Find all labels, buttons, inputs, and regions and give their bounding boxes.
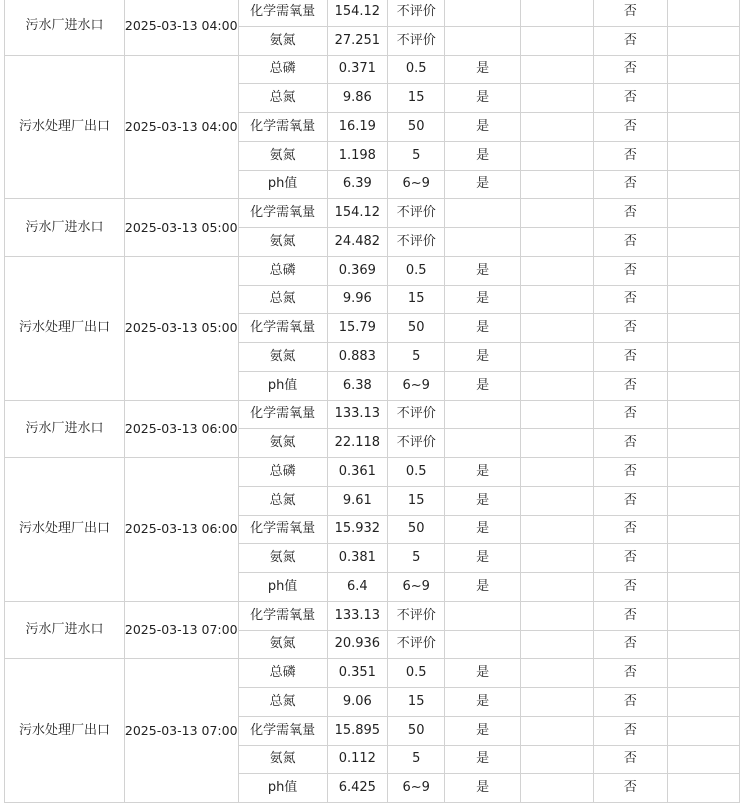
exceeded-cell: 否 <box>594 774 668 803</box>
standard-cell: 5 <box>388 544 445 573</box>
item-cell: 氨氮 <box>238 26 327 55</box>
standard-cell: 不评价 <box>388 0 445 26</box>
exceeded-cell: 否 <box>594 170 668 199</box>
empty-cell <box>667 256 739 285</box>
standard-cell: 不评价 <box>388 400 445 429</box>
item-cell: 氨氮 <box>238 343 327 372</box>
site-cell: 污水厂进水口 <box>5 601 125 659</box>
empty-cell <box>667 745 739 774</box>
item-cell: 总氮 <box>238 688 327 717</box>
empty-cell <box>667 285 739 314</box>
monitoring-data-table <box>4 0 740 803</box>
standard-cell: 不评价 <box>388 228 445 257</box>
empty-cell <box>667 371 739 400</box>
exceeded-cell: 否 <box>594 26 668 55</box>
empty-cell <box>667 84 739 113</box>
item-cell: 氨氮 <box>238 745 327 774</box>
compliant-cell: 是 <box>445 688 521 717</box>
empty-cell <box>520 170 593 199</box>
exceeded-cell: 否 <box>594 688 668 717</box>
compliant-cell <box>445 26 521 55</box>
empty-cell <box>667 170 739 199</box>
item-cell: 化学需氧量 <box>238 0 327 26</box>
value-cell: 1.198 <box>327 141 387 170</box>
empty-cell <box>667 26 739 55</box>
time-cell: 2025-03-13 07:00 <box>124 659 238 803</box>
site-cell: 污水厂进水口 <box>5 0 125 55</box>
empty-cell <box>520 371 593 400</box>
site-cell: 污水厂进水口 <box>5 199 125 257</box>
standard-cell: 5 <box>388 343 445 372</box>
empty-cell <box>520 688 593 717</box>
empty-cell <box>667 55 739 84</box>
value-cell: 0.381 <box>327 544 387 573</box>
standard-cell: 15 <box>388 84 445 113</box>
empty-cell <box>520 544 593 573</box>
value-cell: 6.4 <box>327 573 387 602</box>
standard-cell: 0.5 <box>388 458 445 487</box>
empty-cell <box>667 228 739 257</box>
value-cell: 0.883 <box>327 343 387 372</box>
standard-cell: 6~9 <box>388 170 445 199</box>
exceeded-cell: 否 <box>594 429 668 458</box>
item-cell: ph值 <box>238 371 327 400</box>
value-cell: 154.12 <box>327 199 387 228</box>
value-cell: 15.932 <box>327 515 387 544</box>
compliant-cell: 是 <box>445 314 521 343</box>
standard-cell: 5 <box>388 141 445 170</box>
standard-cell: 不评价 <box>388 199 445 228</box>
item-cell: 化学需氧量 <box>238 515 327 544</box>
exceeded-cell: 否 <box>594 314 668 343</box>
standard-cell: 15 <box>388 688 445 717</box>
value-cell: 22.118 <box>327 429 387 458</box>
value-cell: 0.369 <box>327 256 387 285</box>
compliant-cell: 是 <box>445 458 521 487</box>
empty-cell <box>520 458 593 487</box>
empty-cell <box>520 745 593 774</box>
table-row <box>5 256 740 285</box>
item-cell: ph值 <box>238 774 327 803</box>
compliant-cell: 是 <box>445 371 521 400</box>
exceeded-cell: 否 <box>594 343 668 372</box>
exceeded-cell: 否 <box>594 84 668 113</box>
compliant-cell: 是 <box>445 285 521 314</box>
exceeded-cell: 否 <box>594 573 668 602</box>
standard-cell: 15 <box>388 486 445 515</box>
item-cell: 总磷 <box>238 659 327 688</box>
empty-cell <box>667 486 739 515</box>
value-cell: 9.06 <box>327 688 387 717</box>
item-cell: 总磷 <box>238 256 327 285</box>
value-cell: 27.251 <box>327 26 387 55</box>
value-cell: 6.39 <box>327 170 387 199</box>
compliant-cell <box>445 199 521 228</box>
empty-cell <box>667 0 739 26</box>
exceeded-cell: 否 <box>594 630 668 659</box>
value-cell: 0.371 <box>327 55 387 84</box>
value-cell: 15.79 <box>327 314 387 343</box>
standard-cell: 0.5 <box>388 659 445 688</box>
time-cell: 2025-03-13 05:00 <box>124 199 238 257</box>
exceeded-cell: 否 <box>594 199 668 228</box>
standard-cell: 6~9 <box>388 573 445 602</box>
site-cell: 污水处理厂出口 <box>5 256 125 400</box>
value-cell: 9.96 <box>327 285 387 314</box>
empty-cell <box>520 573 593 602</box>
empty-cell <box>520 285 593 314</box>
compliant-cell <box>445 429 521 458</box>
exceeded-cell: 否 <box>594 400 668 429</box>
standard-cell: 50 <box>388 113 445 142</box>
value-cell: 9.61 <box>327 486 387 515</box>
exceeded-cell: 否 <box>594 458 668 487</box>
compliant-cell <box>445 601 521 630</box>
empty-cell <box>667 141 739 170</box>
compliant-cell: 是 <box>445 716 521 745</box>
value-cell: 9.86 <box>327 84 387 113</box>
item-cell: 化学需氧量 <box>238 113 327 142</box>
empty-cell <box>667 314 739 343</box>
standard-cell: 15 <box>388 285 445 314</box>
table-row <box>5 659 740 688</box>
time-cell: 2025-03-13 06:00 <box>124 400 238 458</box>
empty-cell <box>667 630 739 659</box>
compliant-cell: 是 <box>445 141 521 170</box>
empty-cell <box>520 601 593 630</box>
item-cell: 化学需氧量 <box>238 199 327 228</box>
standard-cell: 0.5 <box>388 55 445 84</box>
item-cell: 化学需氧量 <box>238 601 327 630</box>
value-cell: 6.38 <box>327 371 387 400</box>
empty-cell <box>520 400 593 429</box>
item-cell: 化学需氧量 <box>238 314 327 343</box>
value-cell: 0.112 <box>327 745 387 774</box>
compliant-cell <box>445 400 521 429</box>
compliant-cell <box>445 630 521 659</box>
site-cell: 污水处理厂出口 <box>5 458 125 602</box>
empty-cell <box>520 659 593 688</box>
table-row <box>5 0 740 26</box>
empty-cell <box>667 515 739 544</box>
empty-cell <box>667 113 739 142</box>
empty-cell <box>667 400 739 429</box>
item-cell: 化学需氧量 <box>238 400 327 429</box>
compliant-cell: 是 <box>445 515 521 544</box>
compliant-cell: 是 <box>445 774 521 803</box>
item-cell: 氨氮 <box>238 228 327 257</box>
exceeded-cell: 否 <box>594 228 668 257</box>
item-cell: 总氮 <box>238 486 327 515</box>
empty-cell <box>520 84 593 113</box>
compliant-cell: 是 <box>445 544 521 573</box>
table-row <box>5 199 740 228</box>
exceeded-cell: 否 <box>594 0 668 26</box>
standard-cell: 不评价 <box>388 601 445 630</box>
exceeded-cell: 否 <box>594 486 668 515</box>
exceeded-cell: 否 <box>594 55 668 84</box>
standard-cell: 50 <box>388 515 445 544</box>
value-cell: 16.19 <box>327 113 387 142</box>
table-row <box>5 55 740 84</box>
item-cell: 总磷 <box>238 458 327 487</box>
value-cell: 0.361 <box>327 458 387 487</box>
exceeded-cell: 否 <box>594 256 668 285</box>
site-cell: 污水处理厂出口 <box>5 55 125 199</box>
standard-cell: 50 <box>388 314 445 343</box>
compliant-cell: 是 <box>445 573 521 602</box>
compliant-cell: 是 <box>445 256 521 285</box>
empty-cell <box>667 716 739 745</box>
item-cell: 总氮 <box>238 84 327 113</box>
empty-cell <box>520 630 593 659</box>
exceeded-cell: 否 <box>594 141 668 170</box>
standard-cell: 不评价 <box>388 26 445 55</box>
table-row <box>5 458 740 487</box>
empty-cell <box>520 429 593 458</box>
empty-cell <box>667 429 739 458</box>
empty-cell <box>667 774 739 803</box>
value-cell: 20.936 <box>327 630 387 659</box>
item-cell: 氨氮 <box>238 630 327 659</box>
compliant-cell: 是 <box>445 113 521 142</box>
item-cell: 化学需氧量 <box>238 716 327 745</box>
empty-cell <box>667 458 739 487</box>
item-cell: 总磷 <box>238 55 327 84</box>
value-cell: 0.351 <box>327 659 387 688</box>
value-cell: 133.13 <box>327 400 387 429</box>
compliant-cell: 是 <box>445 55 521 84</box>
empty-cell <box>520 55 593 84</box>
table-row <box>5 601 740 630</box>
standard-cell: 6~9 <box>388 371 445 400</box>
empty-cell <box>520 774 593 803</box>
empty-cell <box>520 314 593 343</box>
empty-cell <box>667 544 739 573</box>
value-cell: 24.482 <box>327 228 387 257</box>
time-cell: 2025-03-13 05:00 <box>124 256 238 400</box>
empty-cell <box>667 343 739 372</box>
empty-cell <box>667 688 739 717</box>
value-cell: 133.13 <box>327 601 387 630</box>
empty-cell <box>520 486 593 515</box>
item-cell: 氨氮 <box>238 141 327 170</box>
exceeded-cell: 否 <box>594 113 668 142</box>
site-cell: 污水厂进水口 <box>5 400 125 458</box>
empty-cell <box>520 141 593 170</box>
empty-cell <box>667 573 739 602</box>
item-cell: ph值 <box>238 573 327 602</box>
compliant-cell: 是 <box>445 486 521 515</box>
compliant-cell: 是 <box>445 659 521 688</box>
empty-cell <box>667 601 739 630</box>
exceeded-cell: 否 <box>594 601 668 630</box>
empty-cell <box>520 0 593 26</box>
item-cell: 氨氮 <box>238 429 327 458</box>
empty-cell <box>520 228 593 257</box>
value-cell: 15.895 <box>327 716 387 745</box>
exceeded-cell: 否 <box>594 515 668 544</box>
empty-cell <box>520 343 593 372</box>
empty-cell <box>667 659 739 688</box>
time-cell: 2025-03-13 07:00 <box>124 601 238 659</box>
empty-cell <box>520 26 593 55</box>
exceeded-cell: 否 <box>594 544 668 573</box>
item-cell: 氨氮 <box>238 544 327 573</box>
compliant-cell: 是 <box>445 745 521 774</box>
compliant-cell: 是 <box>445 343 521 372</box>
time-cell: 2025-03-13 04:00 <box>124 55 238 199</box>
exceeded-cell: 否 <box>594 745 668 774</box>
site-cell: 污水处理厂出口 <box>5 659 125 803</box>
empty-cell <box>667 199 739 228</box>
empty-cell <box>520 199 593 228</box>
empty-cell <box>520 113 593 142</box>
table-body <box>5 0 740 803</box>
exceeded-cell: 否 <box>594 285 668 314</box>
standard-cell: 0.5 <box>388 256 445 285</box>
compliant-cell <box>445 0 521 26</box>
standard-cell: 不评价 <box>388 429 445 458</box>
empty-cell <box>520 716 593 745</box>
exceeded-cell: 否 <box>594 716 668 745</box>
exceeded-cell: 否 <box>594 659 668 688</box>
value-cell: 154.12 <box>327 0 387 26</box>
table-row <box>5 400 740 429</box>
standard-cell: 5 <box>388 745 445 774</box>
standard-cell: 6~9 <box>388 774 445 803</box>
compliant-cell: 是 <box>445 84 521 113</box>
standard-cell: 不评价 <box>388 630 445 659</box>
item-cell: ph值 <box>238 170 327 199</box>
empty-cell <box>520 515 593 544</box>
value-cell: 6.425 <box>327 774 387 803</box>
item-cell: 总氮 <box>238 285 327 314</box>
exceeded-cell: 否 <box>594 371 668 400</box>
compliant-cell: 是 <box>445 170 521 199</box>
time-cell: 2025-03-13 06:00 <box>124 458 238 602</box>
standard-cell: 50 <box>388 716 445 745</box>
time-cell: 2025-03-13 04:00 <box>124 0 238 55</box>
compliant-cell <box>445 228 521 257</box>
empty-cell <box>520 256 593 285</box>
